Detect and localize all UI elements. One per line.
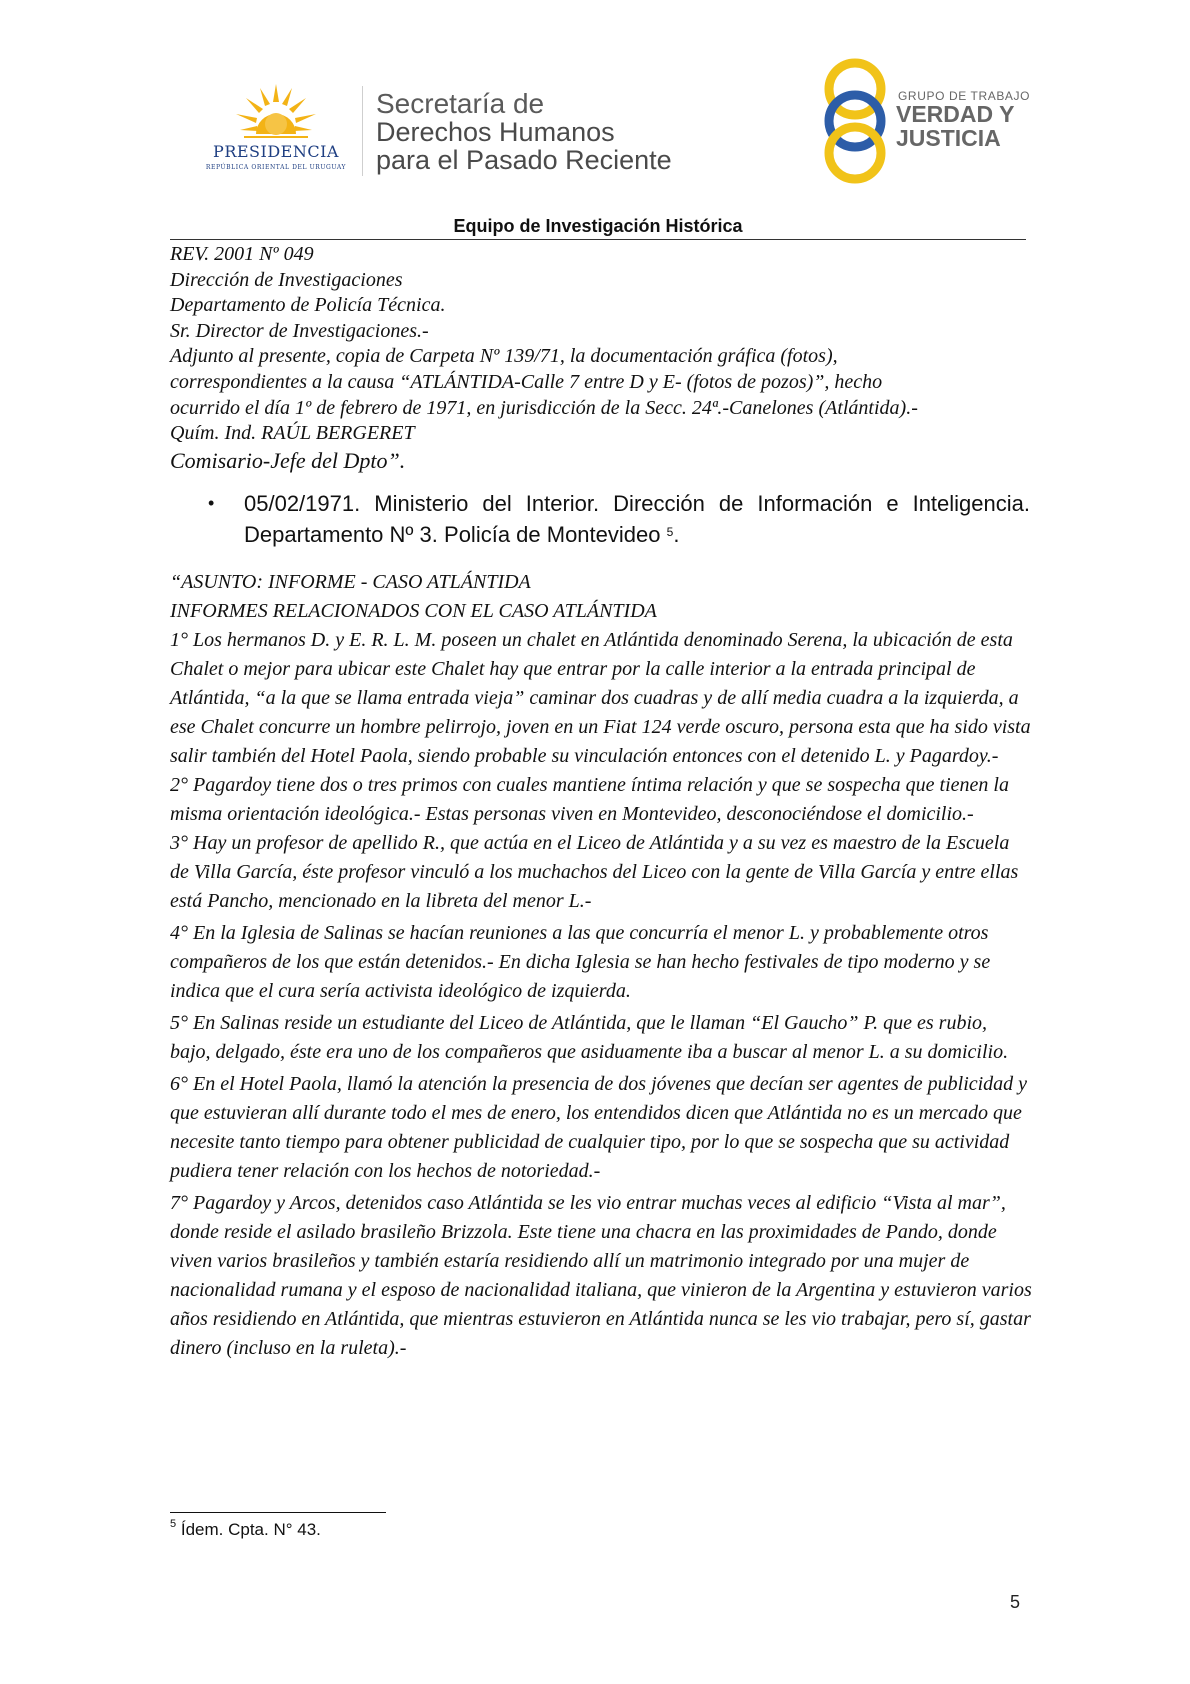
team-title: Equipo de Investigación Histórica: [453, 216, 743, 236]
bullet-end: .: [673, 522, 680, 547]
secretaria-logo-text: [376, 90, 672, 174]
report-item: 7° Pagardoy y Arcos, detenidos caso Atlántida se les vio entrar muchas veces al edificio “Vista al mar”, donde reside el asilado brasileño Brizzola. Este tiene una chacra en las proximidades de Pando, donde viven varios brasileños y también estaría residiendo allí un matrimonio integrado por una mujer de nacionalidad rumana y el esposo de nacionalidad italiana, que vinieron de la Argentina y estuvieron varios años residiendo en Atlántida, que mientras estuvieron en Atlántida nunca se les vio trabajar, pero sí, gastar dinero (incluso en la ruleta).-: [170, 1192, 1032, 1359]
report-item: 1° Los hermanos D. y E. R. L. M. poseen un chalet en Atlántida denominado Serena, la ubicación de esta Chalet o mejor para ubicar este Chalet hay que entrar por la calle interior a la entrada principal de Atlántida, “a la que se llama entrada vieja” caminar dos cuadras y de allí media cuadra a la izquierda, a ese Chalet concurre un hombre pelirrojo, joven en un Fiat 124 verde oscuro, persona esta que ha sido vista salir también del Hotel Paola, siendo probable su vinculación entonces con el detenido L. y Pagardoy.-: [170, 629, 1031, 767]
rev-line: Departamento de Policía Técnica.: [170, 294, 446, 317]
logo-divider: [362, 86, 363, 176]
presidencia-subtitle: REPÚBLICA ORIENTAL DEL URUGUAY: [205, 164, 347, 171]
secretaria-line3: para el Pasado Reciente: [376, 145, 672, 175]
bullet-symbol: •: [208, 493, 215, 513]
report: [170, 568, 1032, 1363]
header-rule: [170, 239, 1026, 240]
report-heading: “ASUNTO: INFORME - CASO ATLÁNTIDA: [170, 571, 531, 593]
presidencia-name: PRESIDENCIA: [213, 142, 339, 161]
footnote-ref: 5: [666, 525, 674, 539]
rev-line: Adjunto al presente, copia de Carpeta Nº 139/71, la documentación gráfica (fotos),: [170, 345, 838, 368]
report-item: 6° En el Hotel Paola, llamó la atención la presencia de dos jóvenes que decían ser agentes de publicidad y que estuvieran allí durante todo el mes de enero, los entendidos dicen que Atlántida no es un mercado que necesite tanto tiempo para obtener publicidad de cualquier tipo, por lo que se sospecha que su actividad pudiera tener relación con los hechos de notoriedad.-: [170, 1073, 1028, 1182]
report-item: 4° En la Iglesia de Salinas se hacían reuniones a las que concurría el menor L. y probablemente otros compañeros de los que están detenidos.- En dicha Iglesia se han hecho festivales de tipo moderno y se indica que el cura sería activista ideológico de izquierda.: [170, 922, 991, 1002]
footnote-number: 5: [170, 1518, 177, 1530]
footnote-text: Ídem. Cpta. N° 43.: [180, 1520, 321, 1539]
rev-line: REV. 2001 Nº 049: [170, 243, 314, 265]
presidencia-logo: [196, 80, 356, 175]
grupo-line3: JUSTICIA: [896, 125, 1001, 151]
grupo-line2: VERDAD Y: [896, 101, 1015, 127]
page-number: 5: [1010, 1592, 1021, 1612]
report-item: 3° Hay un profesor de apellido R., que actúa en el Liceo de Atlántida y a su vez es maestro de la Escuela de Villa García, éste profesor vinculó a los muchachos del Liceo con la gente de Villa García y entre ellas está Pancho, mencionado en la libreta del menor L.-: [170, 832, 1019, 912]
rev-line: correspondientes a la causa “ATLÁNTIDA-Calle 7 entre D y E- (fotos de pozos)”, hecho: [170, 370, 883, 393]
sun-emblem-icon: [230, 80, 322, 142]
verdad-justicia-logo: [822, 56, 1032, 186]
secretaria-line2: Derechos Humanos: [376, 117, 615, 147]
report-item: 5° En Salinas reside un estudiante del Liceo de Atlántida, que le llaman “El Gaucho” P. que es rubio, bajo, delgado, éste era uno de los compañeros que asiduamente iba a buscar al menor L. a su domicilio.: [170, 1012, 1009, 1063]
rev-signature: Comisario-Jefe del Dpto”.: [170, 447, 406, 473]
bullet-text: 05/02/1971. Ministerio del Interior. Dirección de Información e Inteligencia. Departamento Nº 3. Policía de Montevideo: [244, 491, 1030, 547]
rev-line: Quím. Ind. RAÚL BERGERET: [170, 422, 415, 445]
bullet-text-container: [244, 488, 1030, 550]
rev-line: ocurrido el día 1º de febrero de 1971, en jurisdicción de la Secc. 24ª.-Canelones (Atlántida).-: [170, 396, 918, 419]
secretaria-line1: Secretaría de: [376, 88, 545, 119]
grupo-line1: GRUPO DE TRABAJO: [898, 89, 1031, 103]
footnote-rule: [170, 1512, 386, 1513]
report-item: 2° Pagardoy tiene dos o tres primos con cuales mantiene íntima relación y que se sospecha que tienen la misma orientación ideológica.- Estas personas viven en Montevideo, desconociéndose el domicilio.-: [170, 774, 1009, 825]
rev-line: Sr. Director de Investigaciones.-: [170, 319, 429, 342]
rev-line: Dirección de Investigaciones: [170, 268, 403, 291]
footnote: [170, 1520, 321, 1540]
report-subheading: INFORMES RELACIONADOS CON EL CASO ATLÁNTIDA: [170, 600, 657, 622]
rev-block: [170, 242, 1030, 474]
rings-emblem-icon: [822, 56, 892, 186]
